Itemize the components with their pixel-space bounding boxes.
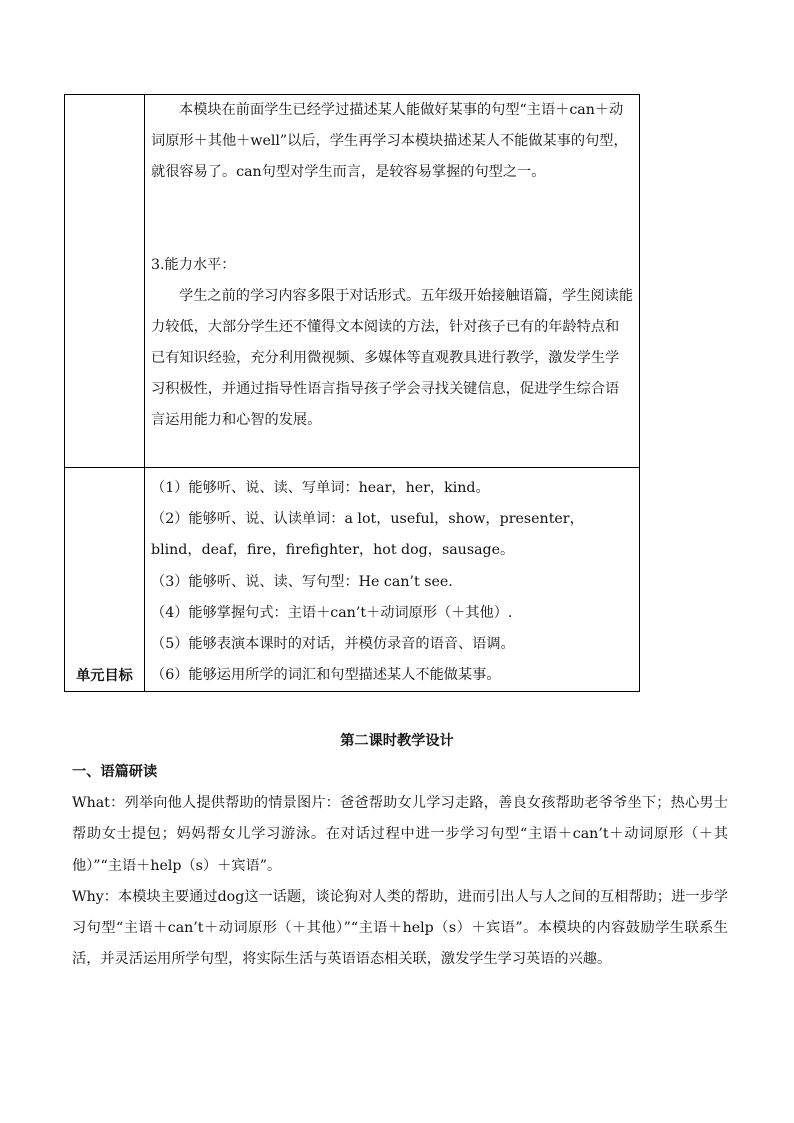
row-label-empty: [65, 95, 145, 468]
analysis-paragraph-1: 本模块在前面学生已经学过描述某人能做好某事的句型“主语＋can＋动词原形＋其他＋well”以后，学生再学习本模块描述某人不能做某事的句型，就很容易了。can句型对学生而言，是较容易掌握的句型之一。: [151, 102, 628, 180]
table-row-analysis: [65, 95, 640, 468]
goal-item: （3）能够听、说、读、写句型：He can’t see.: [151, 573, 453, 590]
section-heading: 一、语篇研读: [72, 764, 158, 780]
lesson-title: 第二课时教学设计: [340, 733, 454, 749]
goal-item: （1）能够听、说、读、写单词：hear，her，kind。: [151, 480, 490, 496]
analysis-cell: [145, 95, 640, 468]
what-paragraph: What：列举向他人提供帮助的情景图片：爸爸帮助女儿学习走路，善良女孩帮助老爷爷坐下；热心男士帮助女士提包；妈妈帮女儿学习游泳。在对话过程中进一步学习句型“主语＋can’t＋动词原形（＋其他）”“主语＋help（s）＋宾语”。: [72, 795, 728, 874]
section-body: [72, 788, 728, 976]
analysis-paragraph-2: 学生之前的学习内容多限于对话形式。五年级开始接触语篇，学生阅读能力较低，大部分学生还不懂得文本阅读的方法，针对孩子已有的年龄特点和已有知识经验，充分利用微视频、多媒体等直观教具进行教学，激发学生学习积极性，并通过指导性语言指导孩子学会寻找关键信息，促进学生综合语言运用能力和心智的发展。: [151, 288, 634, 428]
goal-item: （6）能够运用所学的词汇和句型描述某人不能做某事。: [151, 667, 501, 684]
unit-analysis-table: [64, 94, 640, 692]
ability-level-heading: 3.能力水平：: [151, 257, 236, 273]
table-row-goals: [65, 468, 640, 692]
goal-item: （2）能够听、说、认读单词：a lot，useful，show，presenter，blind，deaf，fire，firefighter，hot dog，sausage。: [151, 511, 584, 559]
unit-goals-label: 单元目标: [65, 468, 145, 692]
goals-cell: [145, 468, 640, 692]
why-paragraph: Why：本模块主要通过dog这一话题，谈论狗对人类的帮助，进而引出人与人之间的互相帮助；进一步学习句型“主语＋can’t＋动词原形（＋其他）”“主语＋help（s）＋宾语”。本模块的内容鼓励学生联系生活，并灵活运用所学句型，将实际生活与英语语态相关联，激发学生学习英语的兴趣。: [72, 888, 728, 968]
goal-item: （5）能够表演本课时的对话，并模仿录音的语音、语调。: [151, 636, 515, 653]
goal-item: （4）能够掌握句式：主语＋can’t＋动词原形（＋其他）.: [151, 604, 513, 621]
